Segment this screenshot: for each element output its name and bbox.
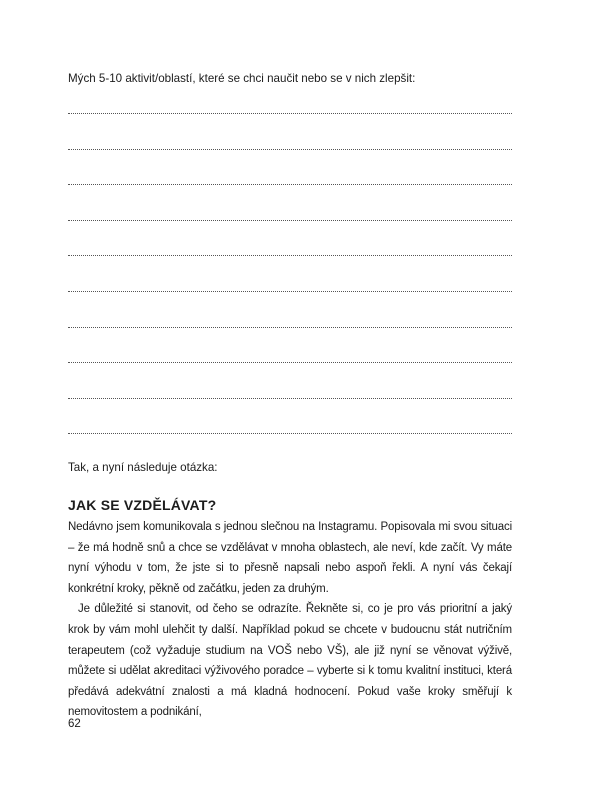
answer-line <box>68 433 512 434</box>
answer-line <box>68 149 512 150</box>
question-lead: Tak, a nyní následuje otázka: <box>68 461 218 474</box>
paragraph: Je důležité si stanovit, od čeho se odrazíte. Řekněte si, co je pro vás prioritní a jaký krok by vám mohl ulehčit ty další. Například pokud se chcete v budoucnu stát nutričním terapeutem (což vyžaduje studium na VOŠ nebo VŠ), ale již nyní se věnovat výživě, můžete si udělat akreditaci výživového poradce – vyberte si k tomu kvalitní instituci, která předává adekvátní znalosti a má kladná hodnocení. Pokud vaše kroky směřují k nemovitostem a podnikání, <box>68 603 512 719</box>
answer-line <box>68 398 512 399</box>
body-text <box>68 517 512 723</box>
section-heading: JAK SE VZDĚLÁVAT? <box>68 497 217 513</box>
worksheet-prompt: Mých 5-10 aktivit/oblastí, které se chci naučit nebo se v nich zlepšit: <box>68 72 416 85</box>
answer-line <box>68 184 512 185</box>
answer-line <box>68 362 512 363</box>
page-number: 62 <box>68 718 81 730</box>
paragraph: Nedávno jsem komunikovala s jednou slečnou na Instagramu. Popisovala mi svou situaci – že má hodně snů a chce se vzdělávat v mnoha oblastech, ale neví, kde začít. Vy máte nyní výhodu v tom, že jste si to přesně napsali nebo aspoň řekli. A nyní vás čekají konkrétní kroky, pěkně od začátku, jeden za druhým. <box>68 521 512 595</box>
answer-line <box>68 113 512 114</box>
answer-line <box>68 220 512 221</box>
answer-line <box>68 291 512 292</box>
answer-line <box>68 327 512 328</box>
page <box>68 0 512 800</box>
answer-line <box>68 255 512 256</box>
